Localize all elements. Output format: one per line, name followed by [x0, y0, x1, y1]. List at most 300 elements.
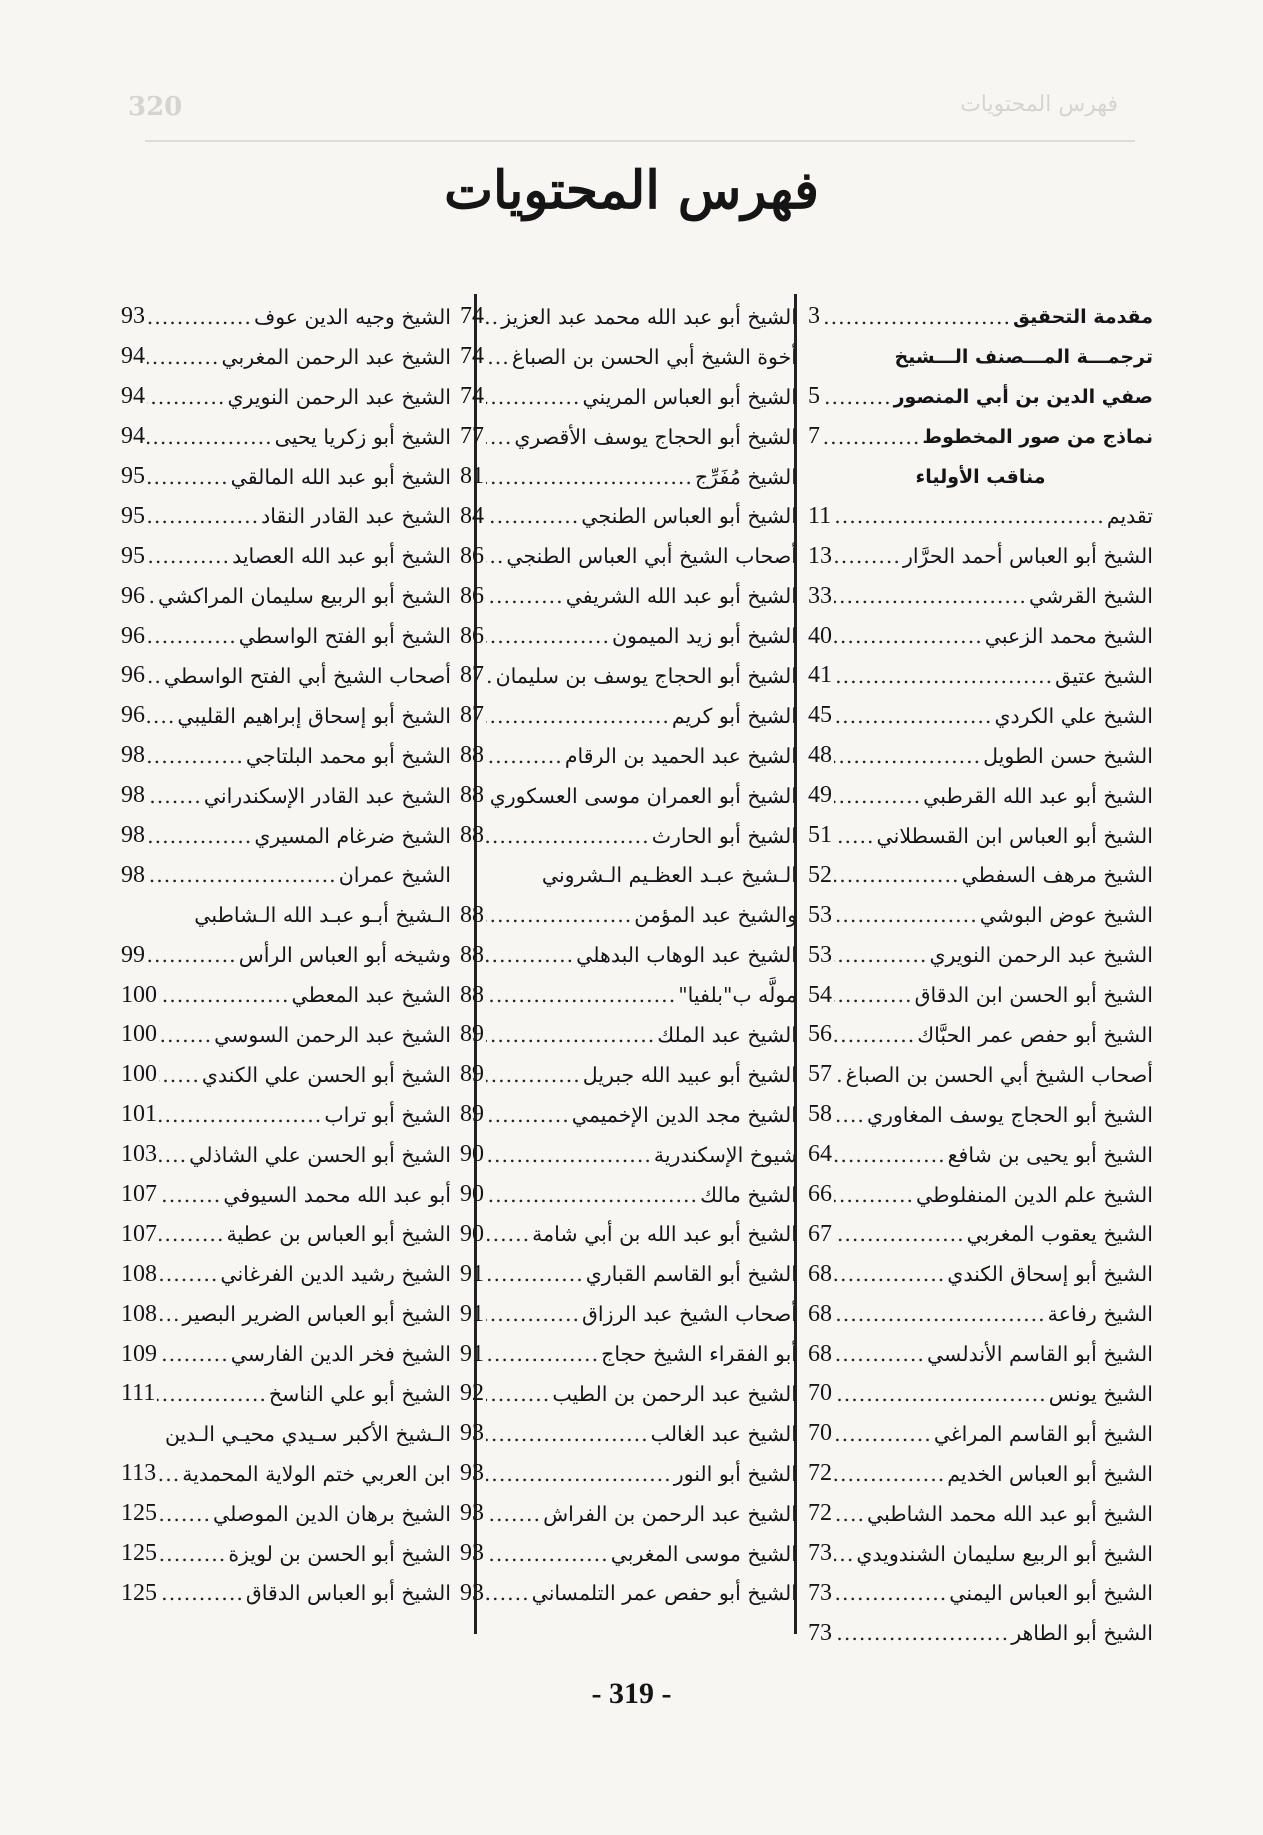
- toc-entry: [121, 935, 451, 975]
- toc-entry-title: الشيخ أبو عبد الله بن أبي شامة: [532, 1222, 797, 1247]
- toc-entry-page: 108: [121, 1300, 157, 1327]
- toc-entry-page: 107: [121, 1181, 157, 1208]
- toc-entry-title: الشيخ مالك: [700, 1182, 797, 1207]
- toc-entry-page: 74: [460, 383, 484, 410]
- toc-entry: [121, 1454, 451, 1494]
- toc-entry: [460, 616, 797, 656]
- toc-entry-page: 68: [808, 1300, 832, 1327]
- toc-entry: [121, 736, 451, 776]
- toc-entry: [121, 1015, 451, 1055]
- toc-entry-page: 88: [460, 782, 484, 809]
- toc-entry-page: 87: [460, 702, 484, 729]
- toc-entry-title: الشيخ أبو زكريا يحيى: [274, 424, 451, 449]
- dot-leader: [834, 1222, 965, 1246]
- toc-entry: [808, 975, 1153, 1015]
- toc-entry-title: الشيخ أبو زيد الميمون: [611, 624, 797, 649]
- toc-entry-title: الشيخ أبو إسحاق الكندي: [947, 1262, 1153, 1287]
- dot-leader: [147, 425, 273, 449]
- toc-entry: [808, 776, 1153, 816]
- dot-leader: [486, 1262, 584, 1286]
- toc-entry-title: ترجمـــة المـــصنف الـــشيخ: [894, 345, 1153, 368]
- toc-entry-title: الشيخ أبو حفص عمر الحبَّاك: [917, 1022, 1153, 1047]
- toc-entry: [460, 1534, 797, 1574]
- toc-entry: [121, 536, 451, 576]
- toc-entry-page: 96: [121, 622, 145, 649]
- toc-entry: [808, 576, 1153, 616]
- dot-leader: [147, 624, 237, 648]
- toc-entry-page: 113: [121, 1460, 157, 1487]
- toc-entry-page: 88: [460, 941, 484, 968]
- toc-entry-title: الشيخ القرشي: [1028, 584, 1153, 609]
- dot-leader: [486, 704, 670, 728]
- dot-leader: [147, 465, 229, 489]
- toc-entry-page: 74: [460, 343, 484, 370]
- dot-leader: [147, 943, 237, 967]
- toc-entry-page: 100: [121, 981, 157, 1008]
- toc-entry-page: 74: [460, 303, 484, 330]
- toc-entry-page: 98: [121, 782, 145, 809]
- toc-entry-page: 89: [460, 1101, 484, 1128]
- toc-entry-title: الشيخ أبو العباس الضرير البصير: [182, 1302, 451, 1327]
- toc-entry-title: أصحاب الشيخ عبد الرزاق: [581, 1302, 797, 1327]
- dot-leader: [834, 1382, 1047, 1406]
- toc-entry: [121, 496, 451, 536]
- toc-entry-page: 86: [460, 582, 484, 609]
- dot-leader: [834, 1342, 925, 1366]
- toc-entry: [460, 1574, 797, 1614]
- dot-leader: [486, 1581, 530, 1605]
- toc-entry-page: 40: [808, 622, 832, 649]
- toc-entry-page: 58: [808, 1101, 832, 1128]
- toc-entry: [808, 1534, 1153, 1574]
- toc-entry: [460, 1294, 797, 1334]
- dot-leader: [159, 1063, 200, 1087]
- toc-entry-title: الشيخ عبد الملك: [657, 1022, 797, 1047]
- toc-entry: [121, 377, 451, 417]
- toc-entry-title: الشيخ فخر الدين الفارسي: [230, 1342, 451, 1367]
- dot-leader: [486, 1103, 570, 1127]
- toc-entry: [808, 1015, 1153, 1055]
- toc-entry: [121, 297, 451, 337]
- toc-entry-title: الشيخ أبو الحسن بن لويزة: [228, 1541, 451, 1566]
- toc-entry: [808, 377, 1153, 417]
- toc-entry-title: الشيخ أبو تراب: [324, 1102, 451, 1127]
- toc-entry-title: مقدمة التحقيق: [1013, 305, 1153, 328]
- toc-entry: [808, 1135, 1153, 1175]
- toc-entry: [460, 855, 797, 895]
- toc-entry-title: الشيخ أبو القاسم الأندلسي: [926, 1342, 1153, 1367]
- toc-entry-title: الشيخ أبو العباس أحمد الحرَّار: [902, 544, 1153, 569]
- dot-leader: [159, 1143, 187, 1167]
- toc-entry-title: الشيخ رفاعة: [1047, 1302, 1153, 1327]
- dot-leader: [147, 744, 244, 768]
- toc-entry-title: الشيخ أبو العباس ابن القسطلاني: [876, 823, 1153, 848]
- toc-entry-title: الشيخ أبو القاسم القباري: [585, 1262, 797, 1287]
- toc-entry-page: 90: [460, 1220, 484, 1247]
- toc-entry-page: 93: [460, 1540, 484, 1567]
- toc-entry: [460, 816, 797, 856]
- dot-leader: [486, 385, 580, 409]
- toc-entry: [121, 1334, 451, 1374]
- toc-entry-page: 91: [460, 1260, 484, 1287]
- toc-entry-page: 111: [121, 1380, 156, 1407]
- toc-entry-title: تقديم: [1106, 504, 1153, 529]
- toc-entry-page: 5: [808, 383, 820, 410]
- toc-entry-title: الـشيخ عبـد العظـيم الـشروني: [541, 863, 797, 888]
- toc-entry-page: 103: [121, 1141, 157, 1168]
- toc-entry-page: 88: [460, 901, 484, 928]
- toc-entry: [460, 496, 797, 536]
- dot-leader: [486, 824, 650, 848]
- ghost-header-number: 320: [128, 92, 183, 122]
- toc-entry-title: الشيخ أبو إسحاق إبراهيم القليبي: [177, 703, 451, 728]
- toc-entry-title: الشيخ مُفَرِّج: [694, 464, 797, 489]
- dot-leader: [834, 744, 981, 768]
- toc-entry-title: الشيخ عبد الرحمن السوسي: [214, 1022, 451, 1047]
- toc-entry: [121, 975, 451, 1015]
- toc-entry-title: الشيخ أبو عبد الله الشريفي: [565, 584, 797, 609]
- toc-entry-page: 67: [808, 1220, 832, 1247]
- dot-leader: [486, 943, 574, 967]
- toc-entry: [460, 1095, 797, 1135]
- toc-entry-page: 96: [121, 662, 145, 689]
- toc-entry: [121, 656, 451, 696]
- toc-entry-title: الشيخ أبو علي الناسخ: [268, 1381, 451, 1406]
- toc-entry-title: صفي الدين بن أبي المنصور: [893, 385, 1153, 408]
- toc-entry-page: 98: [121, 861, 145, 888]
- toc-entry-page: 92: [460, 1380, 484, 1407]
- toc-entry-page: 77: [460, 423, 484, 450]
- dot-leader: [159, 1502, 211, 1526]
- dot-leader: [159, 983, 290, 1007]
- dot-leader: [834, 784, 921, 808]
- ghost-header-rule: [145, 140, 1135, 142]
- dot-leader: [834, 544, 901, 568]
- toc-entry: [460, 1015, 797, 1055]
- toc-entry: [460, 656, 797, 696]
- toc-entry-page: 94: [121, 423, 145, 450]
- dot-leader: [834, 1262, 945, 1286]
- toc-entry: [460, 417, 797, 457]
- dot-leader: [147, 544, 230, 568]
- dot-leader: [834, 1502, 865, 1526]
- toc-entry: [460, 895, 797, 935]
- dot-leader: [834, 1302, 1046, 1326]
- dot-leader: [486, 1183, 698, 1207]
- dot-leader: [486, 345, 510, 369]
- toc-entry-page: 101: [121, 1101, 157, 1128]
- toc-entry: [460, 1055, 797, 1095]
- dot-leader: [834, 903, 978, 927]
- dot-leader: [486, 1542, 609, 1566]
- toc-entry: [808, 736, 1153, 776]
- toc-entry: [460, 736, 797, 776]
- toc-entry: [121, 616, 451, 656]
- toc-entry-title: الشيخ أبو العباس بن عطية: [226, 1222, 451, 1247]
- dot-leader: [486, 624, 610, 648]
- page-number: - 319 -: [591, 1677, 672, 1710]
- ghost-header-text: فهرس المحتويات: [960, 92, 1118, 117]
- toc-entry-title: الشيخ أبو الحسن علي الكندي: [201, 1062, 451, 1087]
- dot-leader: [159, 1183, 221, 1207]
- toc-entry-page: 91: [460, 1300, 484, 1327]
- toc-entry: [808, 496, 1153, 536]
- toc-entry: [808, 417, 1153, 457]
- toc-entry: [808, 616, 1153, 656]
- toc-entry: [121, 1214, 451, 1254]
- toc-entry-title: الشيخ أبو النور: [673, 1461, 797, 1486]
- dot-leader: [822, 385, 892, 409]
- dot-leader: [486, 1382, 550, 1406]
- toc-entry-title: الشيخ عبد الرحمن النويري: [227, 384, 451, 409]
- toc-entry-title: الشيخ ضرغام المسيري: [254, 823, 451, 848]
- toc-entry-title: أصحاب الشيخ أبي الفتح الواسطي: [163, 663, 451, 688]
- toc-entry-title: الشيخ وجيه الدين عوف: [253, 304, 451, 329]
- toc-entry-title: الشيخ عبد الوهاب البدهلي: [576, 943, 797, 968]
- toc-entry-page: 51: [808, 822, 832, 849]
- dot-leader: [147, 824, 252, 848]
- toc-entry: [121, 895, 451, 935]
- toc-entry-page: 73: [808, 1540, 832, 1567]
- toc-entry-title: الشيخ عمران: [338, 863, 451, 888]
- dot-leader: [822, 305, 1011, 329]
- toc-entry: [808, 1294, 1153, 1334]
- toc-entry: [460, 975, 797, 1015]
- dot-leader: [834, 1542, 854, 1566]
- toc-entry-page: 84: [460, 502, 484, 529]
- toc-entry-title: وشيخه أبو العباس الرأس: [238, 943, 451, 968]
- toc-entry: [808, 1454, 1153, 1494]
- toc-entry-title: الشيخ أبو عبيد الله جبريل: [582, 1062, 797, 1087]
- toc-entry-title: الشيخ عبد الحميد بن الرقام: [564, 743, 797, 768]
- toc-entry-page: 108: [121, 1260, 157, 1287]
- dot-leader: [486, 784, 488, 808]
- toc-entry: [460, 1254, 797, 1294]
- dot-leader: [486, 504, 579, 528]
- dot-leader: [159, 1262, 218, 1286]
- toc-entry-page: 93: [460, 1420, 484, 1447]
- toc-entry-page: 73: [808, 1579, 832, 1606]
- page-title: فهرس المحتويات: [444, 160, 819, 221]
- toc-entry: [460, 1414, 797, 1454]
- toc-entry-page: 88: [460, 822, 484, 849]
- toc-entry: [808, 696, 1153, 736]
- toc-entry-page: 81: [460, 463, 484, 489]
- toc-entry-title: مولَّه ب"بلفيا": [678, 983, 797, 1008]
- toc-entry-page: 53: [808, 901, 832, 928]
- toc-entry-title: الشيخ عتيق: [1055, 663, 1153, 688]
- dot-leader: [159, 1581, 244, 1605]
- toc-entry-page: 72: [808, 1460, 832, 1487]
- toc-entry: [121, 1175, 451, 1215]
- dot-leader: [159, 1342, 229, 1366]
- toc-entry-page: 86: [460, 622, 484, 649]
- toc-entry-page: 89: [460, 1021, 484, 1048]
- toc-entry-page: 96: [121, 702, 145, 729]
- toc-entry-page: 48: [808, 742, 832, 769]
- toc-entry-page: 90: [460, 1181, 484, 1208]
- toc-entry: [808, 656, 1153, 696]
- dot-leader: [159, 1222, 224, 1246]
- toc-entry-title: الشيخ أبو العمران موسى العسكوري: [489, 783, 797, 808]
- toc-entry-title: نماذج من صور المخطوط: [922, 425, 1153, 448]
- toc-entry: [808, 1175, 1153, 1215]
- toc-entry-title: الشيخ أبو عبد الله محمد عبد العزيز: [501, 304, 797, 329]
- dot-leader: [834, 1063, 844, 1087]
- toc-entry-page: 96: [121, 582, 145, 609]
- toc-entry-title: الشيخ عبد الرحمن المغربي: [221, 344, 451, 369]
- dot-leader: [486, 1023, 655, 1047]
- toc-entry-page: 95: [121, 502, 145, 529]
- toc-entry-page: 95: [121, 542, 145, 569]
- toc-entry: [121, 855, 451, 895]
- toc-entry-title: الشيخ عبد القادر النقاد: [261, 504, 451, 529]
- toc-entry: [460, 337, 797, 377]
- toc-entry-title: الشيخ عبد المعطي: [291, 983, 451, 1008]
- toc-entry-title: الشيخ مجد الدين الإخميمي: [571, 1102, 797, 1127]
- toc-entry: [121, 696, 451, 736]
- toc-entry-title: أبو عبد الله محمد السيوفي: [223, 1182, 451, 1207]
- toc-entry: [460, 1214, 797, 1254]
- toc-entry: [121, 1374, 451, 1414]
- toc-entry: [460, 297, 797, 337]
- toc-entry-page: 68: [808, 1340, 832, 1367]
- toc-entry-page: 109: [121, 1340, 157, 1367]
- toc-entry: [808, 895, 1153, 935]
- toc-entry: [808, 1254, 1153, 1294]
- toc-entry-title: والشيخ عبد المؤمن: [634, 903, 797, 928]
- toc-entry-page: 107: [121, 1220, 157, 1247]
- toc-entry: [808, 1055, 1153, 1095]
- toc-entry: [121, 457, 451, 497]
- toc-entry-page: 66: [808, 1181, 832, 1208]
- toc-entry-page: 49: [808, 782, 832, 809]
- dot-leader: [486, 584, 564, 608]
- dot-leader: [159, 1542, 226, 1566]
- toc-entry-title: الشيخ أبو العباس الدقاق: [245, 1581, 451, 1606]
- dot-leader: [834, 983, 913, 1007]
- toc-entry: [121, 1574, 451, 1614]
- toc-entry: [460, 457, 797, 497]
- toc-entry-title: الشيخ عبد الرحمن بن الطيب: [552, 1381, 797, 1406]
- toc-entry-title: الشيخ علم الدين المنفلوطي: [915, 1182, 1153, 1207]
- toc-entry-title: الشيخ أبو الفتح الواسطي: [238, 624, 451, 649]
- toc-entry-page: 94: [121, 383, 145, 410]
- toc-entry-page: 72: [808, 1500, 832, 1527]
- dot-leader: [147, 664, 162, 688]
- toc-entry-title: الـشيخ الأكبر سـيدي محيـي الـدين: [164, 1421, 451, 1446]
- toc-entry-page: 70: [808, 1420, 832, 1447]
- dot-leader: [834, 584, 1027, 608]
- toc-entry-title: الشيخ عبد الرحمن بن الفراش: [543, 1501, 797, 1526]
- dot-leader: [486, 1502, 541, 1526]
- toc-entry-title: الشيخ أبو العباس اليمني: [949, 1581, 1153, 1606]
- toc-entry-page: 13: [808, 542, 832, 569]
- toc-entry: [808, 855, 1153, 895]
- dot-leader: [147, 345, 219, 369]
- toc-entry: [121, 1414, 451, 1454]
- dot-leader: [486, 903, 632, 927]
- dot-leader: [147, 784, 202, 808]
- toc-entry-title: الشيخ برهان الدين الموصلي: [212, 1501, 451, 1526]
- dot-leader: [486, 465, 693, 489]
- toc-entry: [460, 576, 797, 616]
- toc-entry-page: 94: [121, 343, 145, 370]
- toc-entry-title: الشيخ أبو الحسن علي الشاذلي: [189, 1142, 451, 1167]
- toc-entry-title: الشيخ أبو عبد الله القرطبي: [923, 783, 1153, 808]
- toc-entry-page: 88: [460, 981, 484, 1008]
- dot-leader: [486, 1222, 530, 1246]
- dot-leader: [147, 584, 156, 608]
- toc-entry-title: الشيخ أبو الحسن ابن الدقاق: [914, 983, 1153, 1008]
- toc-entry-page: 70: [808, 1380, 832, 1407]
- dot-leader: [834, 1103, 865, 1127]
- toc-entry: [121, 1055, 451, 1095]
- toc-entry-title: الشيخ أبو الحجاج يوسف الأقصري: [514, 424, 797, 449]
- toc-entry-page: 89: [460, 1061, 484, 1088]
- toc-entry-page: 93: [121, 303, 145, 330]
- dot-leader: [486, 664, 494, 688]
- toc-entry-page: 33: [808, 582, 832, 609]
- toc-entry-page: 91: [460, 1340, 484, 1367]
- dot-leader: [147, 305, 252, 329]
- toc-entry-title: الشيخ أبو الحجاج يوسف المغاوري: [866, 1102, 1153, 1127]
- toc-entry-title: الشيخ أبو الحجاج يوسف بن سليمان: [495, 663, 797, 688]
- toc-entry: [808, 1494, 1153, 1534]
- toc-entry: [808, 1374, 1153, 1414]
- toc-entry: [121, 576, 451, 616]
- toc-entry: [121, 337, 451, 377]
- toc-entry-title: الشيخ أبو الطاهر: [1011, 1621, 1153, 1646]
- toc-entry-page: 88: [460, 742, 484, 769]
- toc-entry-page: 68: [808, 1260, 832, 1287]
- dot-leader: [834, 1422, 932, 1446]
- toc-entry-title: الشيخ حسن الطويل: [983, 743, 1153, 768]
- dot-leader: [486, 305, 499, 329]
- toc-entry-page: 86: [460, 542, 484, 569]
- toc-entry: [808, 1214, 1153, 1254]
- dot-leader: [834, 704, 992, 728]
- dot-leader: [159, 1103, 322, 1127]
- toc-entry-title: الشيخ أبو العباس الخديم: [947, 1461, 1153, 1486]
- toc-column-right: [808, 297, 1153, 1646]
- toc-entry-title: الشيخ محمد الزعبي: [984, 624, 1153, 649]
- toc-entry-page: 53: [808, 941, 832, 968]
- dot-leader: [486, 1422, 649, 1446]
- toc-entry-page: 73: [808, 1619, 832, 1646]
- toc-entry: [808, 457, 1153, 497]
- toc-entry: [121, 417, 451, 457]
- toc-column-middle: [460, 297, 797, 1632]
- toc-entry-title: أصحاب الشيخ أبي العباس الطنجي: [506, 544, 797, 569]
- toc-entry-title: الشيخ أبو العباس الطنجي: [581, 504, 797, 529]
- toc-entry-page: 93: [460, 1579, 484, 1606]
- toc-entry-title: الشيخ عبد الرحمن النويري: [929, 943, 1153, 968]
- dot-leader: [486, 425, 512, 449]
- dot-leader: [486, 1143, 652, 1167]
- dot-leader: [834, 943, 927, 967]
- toc-entry: [460, 377, 797, 417]
- toc-entry: [808, 297, 1153, 337]
- toc-entry: [808, 935, 1153, 975]
- toc-entry: [121, 1534, 451, 1574]
- toc-entry-title: الشيخ أبو عبد الله المالقي: [230, 464, 451, 489]
- toc-entry: [460, 1494, 797, 1534]
- toc-entry-title: الشيخ أبو الربيع سليمان المراكشي: [158, 584, 451, 609]
- dot-leader: [147, 704, 175, 728]
- dot-leader: [834, 1621, 1009, 1645]
- toc-entry: [808, 1574, 1153, 1614]
